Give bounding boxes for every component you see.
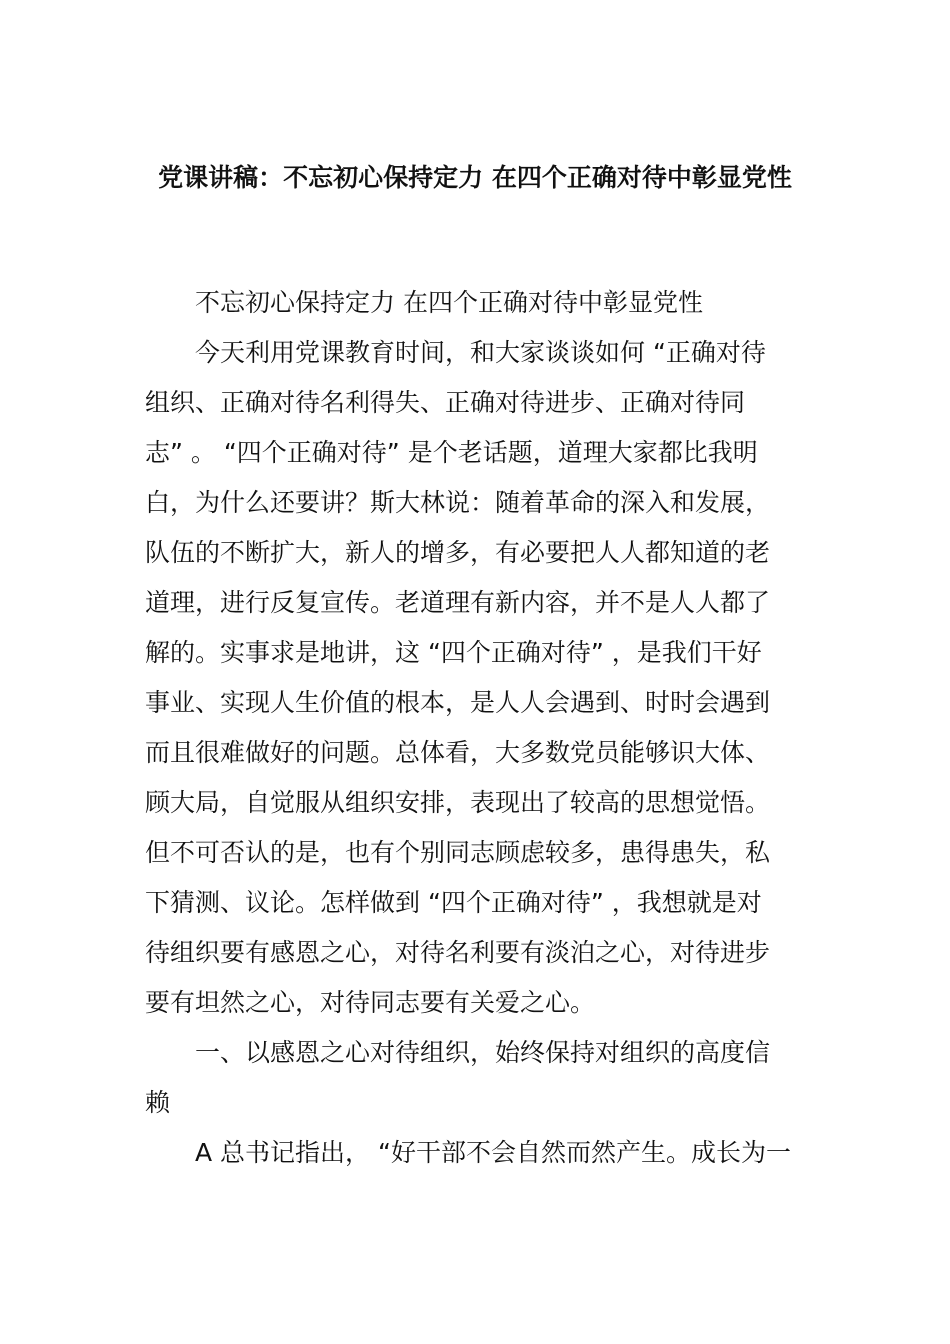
paragraph-line: 志” 。 “四个正确对待” 是个老话题，道理大家都比我明 bbox=[145, 438, 758, 467]
document-body bbox=[145, 278, 810, 1178]
paragraph-line: 但不可否认的是，也有个别同志顾虑较多，患得患失，私 bbox=[145, 838, 771, 867]
paragraph-line: 今天利用党课教育时间，和大家谈谈如何 “正确对待 bbox=[195, 338, 766, 367]
paragraph-line: 事业、实现人生价值的根本，是人人会遇到、时时会遇到 bbox=[145, 688, 771, 717]
section-heading-line: 一、以感恩之心对待组织，始终保持对组织的高度信 bbox=[195, 1038, 771, 1067]
subtitle-line: 不忘初心保持定力 在四个正确对待中彰显党性 bbox=[195, 288, 703, 317]
paragraph-line: 下猜测、议论。怎样做到 “四个正确对待” ，我想就是对 bbox=[145, 888, 762, 917]
paragraph-line: 而且很难做好的问题。总体看，大多数党员能够识大体、 bbox=[145, 738, 771, 767]
paragraph-line: 组织、正确对待名利得失、正确对待进步、正确对待同 bbox=[145, 388, 746, 417]
paragraph-line: 道理，进行反复宣传。老道理有新内容，并不是人人都了 bbox=[145, 588, 771, 617]
paragraph-line: 解的。实事求是地讲，这 “四个正确对待” ，是我们干好 bbox=[145, 638, 762, 667]
paragraph-line: 队伍的不断扩大，新人的增多，有必要把人人都知道的老 bbox=[145, 538, 771, 567]
document-title: 党课讲稿：不忘初心保持定力 在四个正确对待中彰显党性 bbox=[158, 163, 792, 192]
section-heading-line: 赖 bbox=[145, 1088, 171, 1117]
paragraph-line: 待组织要有感恩之心，对待名利要有淡泊之心，对待进步 bbox=[145, 938, 771, 967]
paragraph-line: 顾大局，自觉服从组织安排，表现出了较高的思想觉悟。 bbox=[145, 788, 771, 817]
paragraph-line: A 总书记指出， “好干部不会自然而然产生。成长为一 bbox=[195, 1138, 791, 1167]
paragraph-line: 要有坦然之心，对待同志要有关爱之心。 bbox=[145, 988, 596, 1017]
paragraph-line: 白，为什么还要讲？斯大林说：随着革命的深入和发展， bbox=[145, 488, 771, 517]
